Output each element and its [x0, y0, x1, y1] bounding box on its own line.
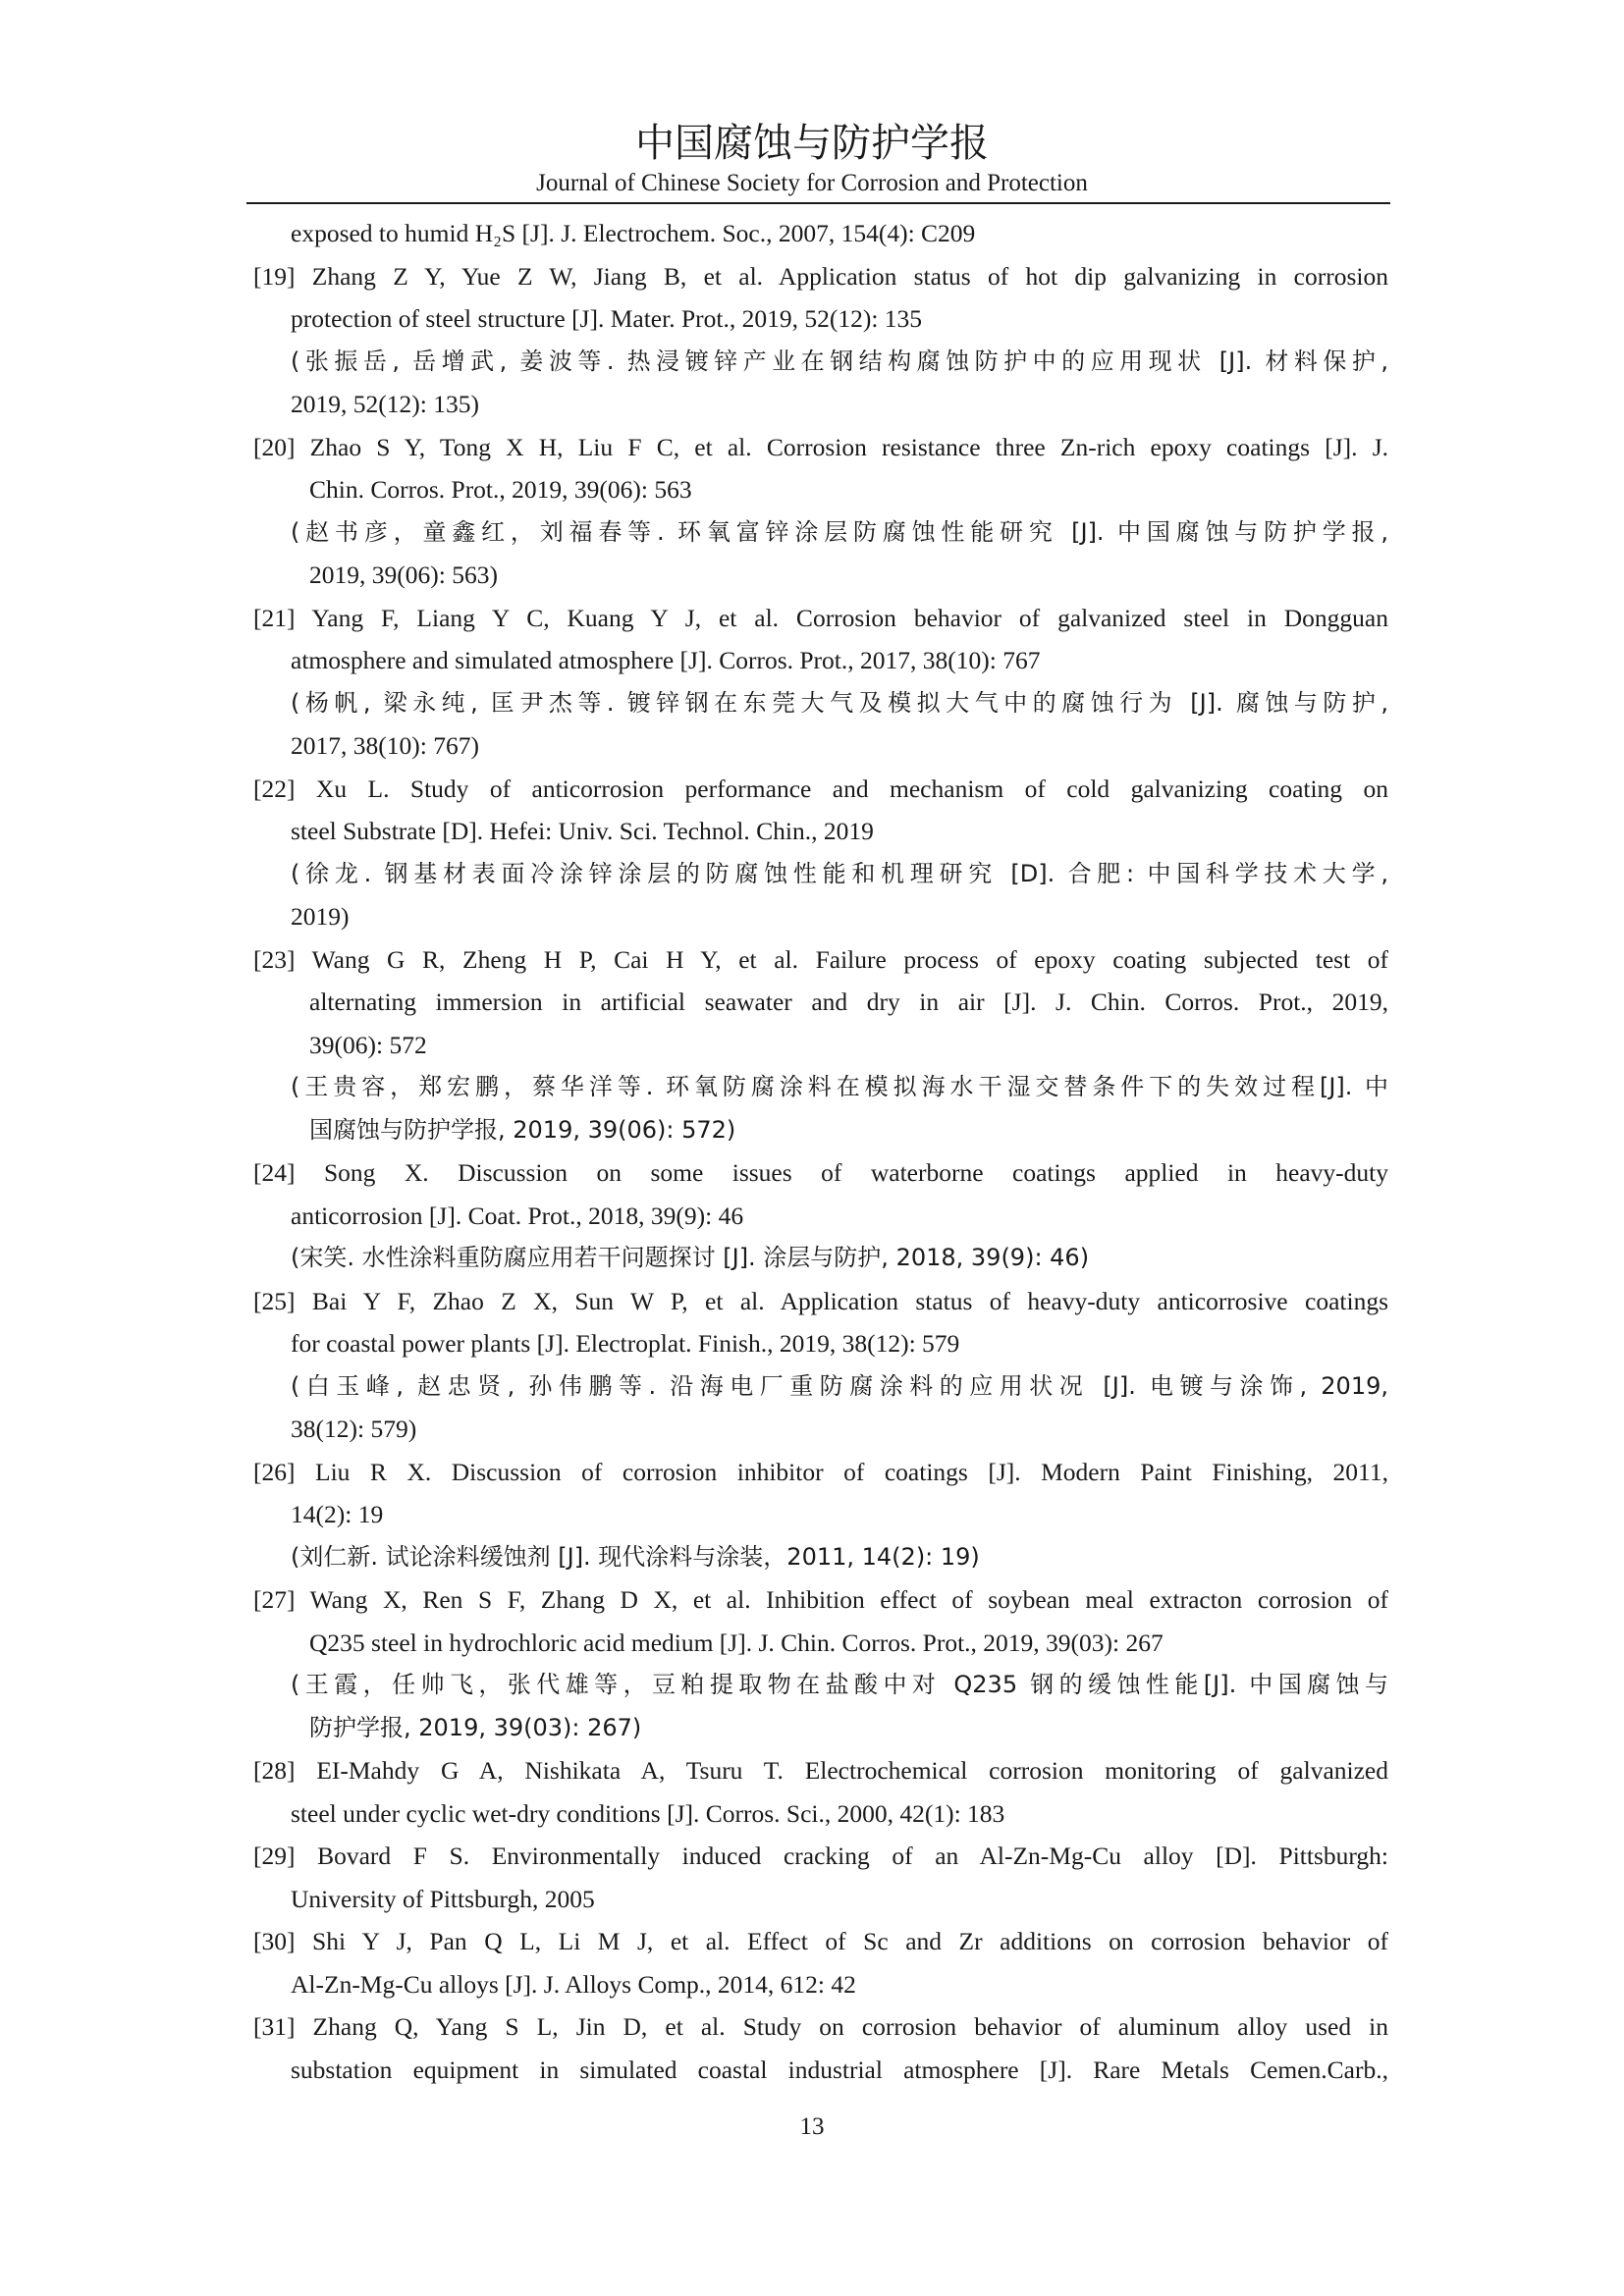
- reference-line: 2019, 52(12): 135): [291, 390, 479, 418]
- journal-title-en: Journal of Chinese Society for Corrosion and Protection: [536, 170, 1088, 196]
- reference-line: 2019, 39(06): 563): [309, 561, 498, 589]
- reference-line: [27] Wang X, Ren S F, Zhang D X, et al. Inhibition effect of soybean meal extracton corrosion of: [253, 1585, 1388, 1614]
- reference-20: [253, 426, 1388, 597]
- reference-19: [253, 255, 1388, 426]
- reference-line: Q235 steel in hydrochloric acid medium [J]. J. Chin. Corros. Prot., 2019, 39(03): 267: [309, 1628, 1164, 1657]
- reference-line-cn: 防护学报, 2019, 39(03): 267): [309, 1713, 642, 1741]
- reference-line: [30] Shi Y J, Pan Q L, Li M J, et al. Effect of Sc and Zr additions on corrosion behavior of: [253, 1927, 1388, 1955]
- reference-line: [29] Bovard F S. Environmentally induced cracking of an Al-Zn-Mg-Cu alloy [D]. Pittsburgh:: [253, 1842, 1388, 1870]
- reference-line-cn: (赵书彦，童鑫红，刘福春等. 环氧富锌涂层防腐蚀性能研究 [J]. 中国腐蚀与防护学报,: [291, 517, 1388, 546]
- reference-line: steel Substrate [D]. Hefei: Univ. Sci. Technol. Chin., 2019: [291, 817, 874, 845]
- reference-line: anticorrosion [J]. Coat. Prot., 2018, 39(9): 46: [291, 1201, 744, 1230]
- reference-line: exposed to humid H₂S [J]. J. Electrochem. Soc., 2007, 154(4): C209: [291, 219, 976, 247]
- reference-25: [253, 1280, 1388, 1451]
- reference-22: [253, 768, 1388, 938]
- reference-line: [19] Zhang Z Y, Yue Z W, Jiang B, et al. Application status of hot dip galvanizing in corrosion: [253, 261, 1388, 291]
- reference-29: [253, 1835, 1388, 1920]
- reference-line: [21] Yang F, Liang Y C, Kuang Y J, et al. Corrosion behavior of galvanized steel in Dongguan: [253, 603, 1388, 632]
- reference-21: [253, 597, 1388, 768]
- reference-30: [253, 1920, 1388, 2005]
- reference-line: for coastal power plants [J]. Electroplat. Finish., 2019, 38(12): 579: [291, 1329, 960, 1358]
- reference-24: [253, 1151, 1388, 1280]
- reference-line: 14(2): 19: [291, 1500, 384, 1528]
- reference-line: atmosphere and simulated atmosphere [J]. Corros. Prot., 2017, 38(10): 767: [291, 646, 1041, 674]
- reference-line-cn: (王霞，任帅飞，张代雄等，豆粕提取物在盐酸中对 Q235 钢的缓蚀性能[J]. 中国腐蚀与: [291, 1671, 1388, 1698]
- reference-31: [253, 2005, 1388, 2091]
- reference-27: [253, 1578, 1388, 1749]
- reference-list: [253, 212, 1388, 2091]
- reference-line-cn: (王贵容，郑宏鹏，蔡华洋等. 环氧防腐涂料在模拟海水干湿交替条件下的失效过程[J]. 中: [291, 1073, 1388, 1100]
- reference-line-cn: (杨帆, 梁永纯, 匡尹杰等. 镀锌钢在东莞大气及模拟大气中的腐蚀行为 [J]. 腐蚀与防护,: [291, 688, 1388, 717]
- reference-line: 2017, 38(10): 767): [291, 731, 479, 760]
- journal-title-cn: 中国腐蚀与防护学报: [635, 121, 989, 166]
- reference-line: 38(12): 579): [291, 1415, 417, 1443]
- reference-28: [253, 1749, 1388, 1835]
- reference-line-cn: 国腐蚀与防护学报, 2019, 39(06): 572): [309, 1115, 736, 1144]
- reference-line-cn: (宋笑. 水性涂料重防腐应用若干问题探讨 [J]. 涂层与防护, 2018, 39(9): 46): [291, 1244, 1090, 1271]
- reference-line: [20] Zhao S Y, Tong X H, Liu F C, et al. Corrosion resistance three Zn-rich epoxy coatings [J]. J.: [253, 432, 1388, 461]
- reference-23: [253, 938, 1388, 1152]
- reference-line: [31] Zhang Q, Yang S L, Jin D, et al. Study on corrosion behavior of aluminum alloy used in: [253, 2012, 1388, 2041]
- reference-line: [28] EI-Mahdy G A, Nishikata A, Tsuru T. Electrochemical corrosion monitoring of galvanized: [253, 1756, 1388, 1785]
- reference-line: protection of steel structure [J]. Mater. Prot., 2019, 52(12): 135: [291, 304, 923, 333]
- page-number: 13: [799, 2113, 825, 2140]
- reference-line: steel under cyclic wet-dry conditions [J]. Corros. Sci., 2000, 42(1): 183: [291, 1798, 1005, 1828]
- reference-line-cn: (白玉峰, 赵忠贤, 孙伟鹏等. 沿海电厂重防腐涂料的应用状况 [J]. 电镀与涂饰, 2019,: [291, 1371, 1388, 1400]
- reference-line-cn: (刘仁新. 试论涂料缓蚀剂 [J]. 现代涂料与涂装，2011, 14(2): 19): [291, 1542, 980, 1571]
- reference-line: 39(06): 572: [309, 1030, 427, 1059]
- reference-line: Chin. Corros. Prot., 2019, 39(06): 563: [309, 475, 692, 504]
- reference-26: [253, 1451, 1388, 1579]
- reference-line: Al-Zn-Mg-Cu alloys [J]. J. Alloys Comp., 2014, 612: 42: [291, 1969, 856, 1999]
- reference-18-continued: [253, 212, 1388, 255]
- reference-line: [22] Xu L. Study of anticorrosion performance and mechanism of cold galvanizing coating on: [253, 774, 1388, 803]
- reference-line: [24] Song X. Discussion on some issues of waterborne coatings applied in heavy-duty: [253, 1158, 1388, 1187]
- reference-line: [23] Wang G R, Zheng H P, Cai H Y, et al. Failure process of epoxy coating subjected test of: [253, 944, 1388, 974]
- reference-line: University of Pittsburgh, 2005: [291, 1884, 595, 1913]
- reference-line-cn: (徐龙. 钢基材表面冷涂锌涂层的防腐蚀性能和机理研究 [D]. 合肥: 中国科学技术大学,: [291, 859, 1388, 887]
- reference-line: [25] Bai Y F, Zhao Z X, Sun W P, et al. Application status of heavy-duty anticorrosive coatings: [253, 1286, 1388, 1315]
- reference-line-cn: (张振岳, 岳增武, 姜波等. 热浸镀锌产业在钢结构腐蚀防护中的应用现状 [J]. 材料保护,: [291, 347, 1388, 375]
- reference-line: 2019): [291, 902, 350, 931]
- reference-line: alternating immersion in artificial seawater and dry in air [J]. J. Chin. Corros. Prot., 2019,: [309, 988, 1388, 1016]
- reference-line: [26] Liu R X. Discussion of corrosion inhibitor of coatings [J]. Modern Paint Finishing, 2011,: [253, 1457, 1388, 1486]
- reference-line: substation equipment in simulated coastal industrial atmosphere [J]. Rare Metals Cemen.Carb.,: [291, 2055, 1388, 2084]
- header-rule: [246, 202, 1390, 204]
